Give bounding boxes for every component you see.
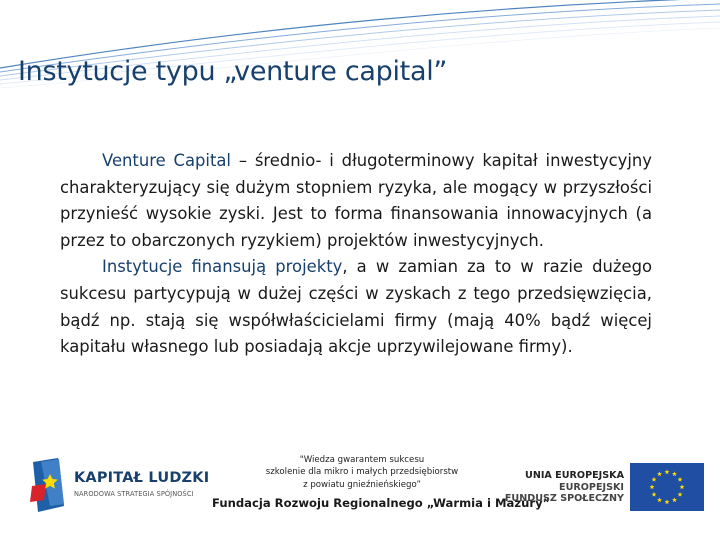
- kapital-ludzki-mark-icon: [28, 456, 68, 516]
- kapital-ludzki-subtitle: NARODOWA STRATEGIA SPÓJNOŚCI: [74, 490, 194, 498]
- footer-quote-line: z powiatu gnieźnieńskiego”: [303, 479, 421, 490]
- paragraph-institutions: [60, 254, 652, 360]
- eu-flag-icon: [630, 463, 704, 511]
- body-text: [60, 148, 652, 361]
- slide-title: Instytucje typu „venture capital”: [18, 56, 448, 87]
- paragraph-2-lead: Instytucje finansują projekty: [102, 257, 343, 277]
- paragraph-venture-capital: [60, 148, 652, 254]
- eu-line-3: FUNDUSZ SPOŁECZNY: [504, 493, 624, 505]
- paragraph-1-text: – średnio- i długoterminowy kapitał inwestycyjny charakteryzujący się dużym stopniem ryzyka, ale mogący w przyszłości przynieść wysokie zyski. Jest to forma finansowania innowacyjnych (a przez to obarczonych ryzykiem) projektów inwestycyjnych.: [60, 151, 652, 250]
- eu-line-1: UNIA EUROPEJSKA: [525, 470, 624, 481]
- eu-line-2: EUROPEJSKI: [559, 481, 624, 493]
- footer-quote-line: szkolenie dla mikro i małych przedsiębiorstw: [265, 467, 459, 478]
- paragraph-2-text: , a w zamian za to w razie dużego sukcesu partycypują w dużej części w zyskach z tego przedsięwzięcia, bądź np. stają się współwłaścicielami firmy (mają 40% bądź więcej kapitału własnego lub posiadają akcje uprzywilejowane firmy).: [60, 257, 653, 357]
- footer-quote-line: "Wiedza gwarantem sukcesu: [299, 455, 425, 465]
- footer-quote: [232, 454, 492, 491]
- footer-organization: Fundacja Rozwoju Regionalnego „Warmia i Mazury”: [212, 496, 551, 510]
- decorative-swoosh: [0, 0, 720, 110]
- paragraph-1-lead: Venture Capital: [102, 151, 231, 170]
- kapital-ludzki-logo: [28, 456, 210, 516]
- kapital-ludzki-name: KAPITAŁ LUDZKI: [74, 470, 210, 486]
- eu-logo-text: [496, 470, 624, 505]
